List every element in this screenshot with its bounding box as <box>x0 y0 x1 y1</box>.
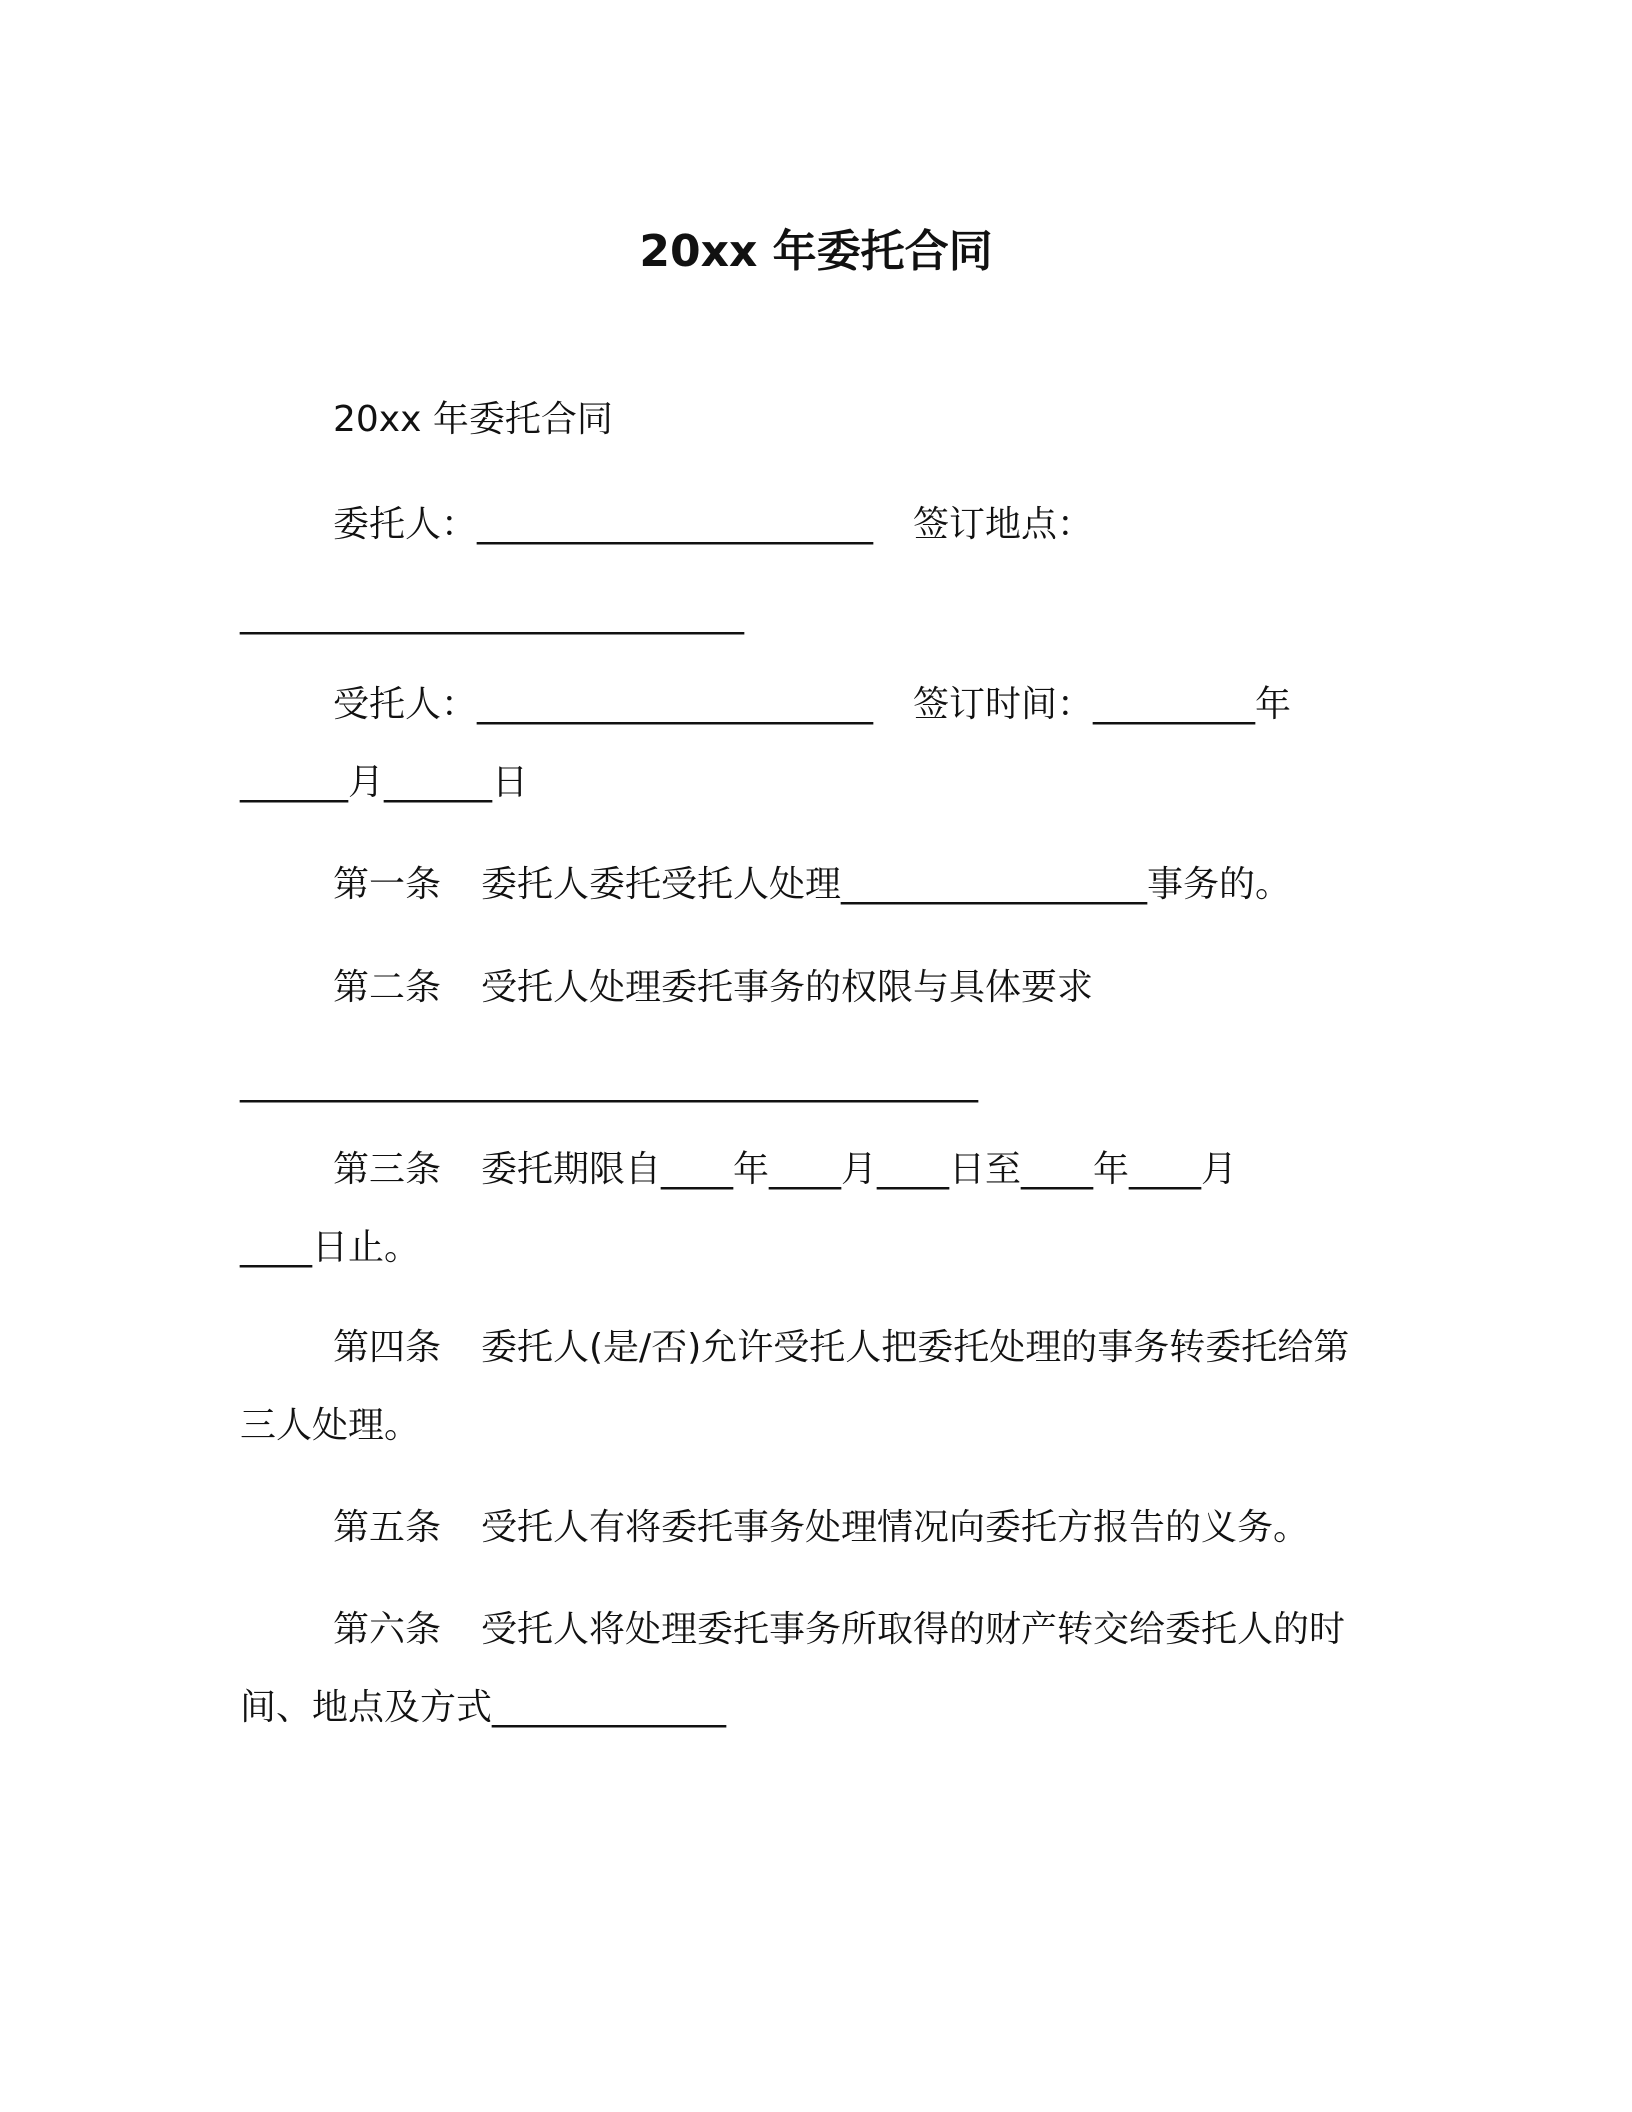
agent-time-line <box>333 680 1291 730</box>
article-text: 委托期限自____年____月____日至____年____月 <box>481 1149 1238 1190</box>
article-text: 受托人处理委托事务的权限与具体要求 <box>481 967 1094 1008</box>
agent-field: 受托人：______________________ <box>333 684 874 725</box>
signing-place-label: 签订地点： <box>913 504 1094 545</box>
article-text: 受托人将处理委托事务所取得的财产转交给委托人的时 <box>481 1609 1346 1650</box>
article-text: 委托人委托受托人处理_________________事务的。 <box>481 864 1292 905</box>
article-number: 第一条 <box>333 864 442 905</box>
article-6 <box>333 1605 1345 1655</box>
article-number: 第六条 <box>333 1609 442 1650</box>
article-3 <box>333 1145 1237 1195</box>
principal-place-line <box>333 500 1093 550</box>
document-title: 20xx 年委托合同 <box>639 226 993 277</box>
article-number: 第四条 <box>333 1327 442 1368</box>
article-5 <box>333 1503 1309 1553</box>
article-number: 第三条 <box>333 1149 442 1190</box>
signing-place-blank: ____________________________ <box>240 594 744 635</box>
article-text: 受托人有将委托事务处理情况向委托方报告的义务。 <box>481 1507 1310 1548</box>
article-text: 委托人(是/否)允许受托人把委托处理的事务转委托给第 <box>481 1327 1350 1368</box>
signing-time-continued: ______月______日 <box>240 762 529 803</box>
signing-time-label: 签订时间：_________年 <box>913 684 1292 725</box>
article-1 <box>333 860 1291 910</box>
article-3-continued: ____日止。 <box>240 1227 421 1268</box>
article-number: 第五条 <box>333 1507 442 1548</box>
article-2 <box>333 963 1093 1013</box>
principal-field: 委托人：______________________ <box>333 504 874 545</box>
article-6-continued: 间、地点及方式_____________ <box>240 1687 727 1728</box>
article-4-continued: 三人处理。 <box>240 1405 421 1446</box>
article-number: 第二条 <box>333 967 442 1008</box>
article-2-blank: _________________________________________ <box>240 1062 978 1103</box>
article-4 <box>333 1323 1349 1373</box>
document-subtitle: 20xx 年委托合同 <box>333 399 613 440</box>
